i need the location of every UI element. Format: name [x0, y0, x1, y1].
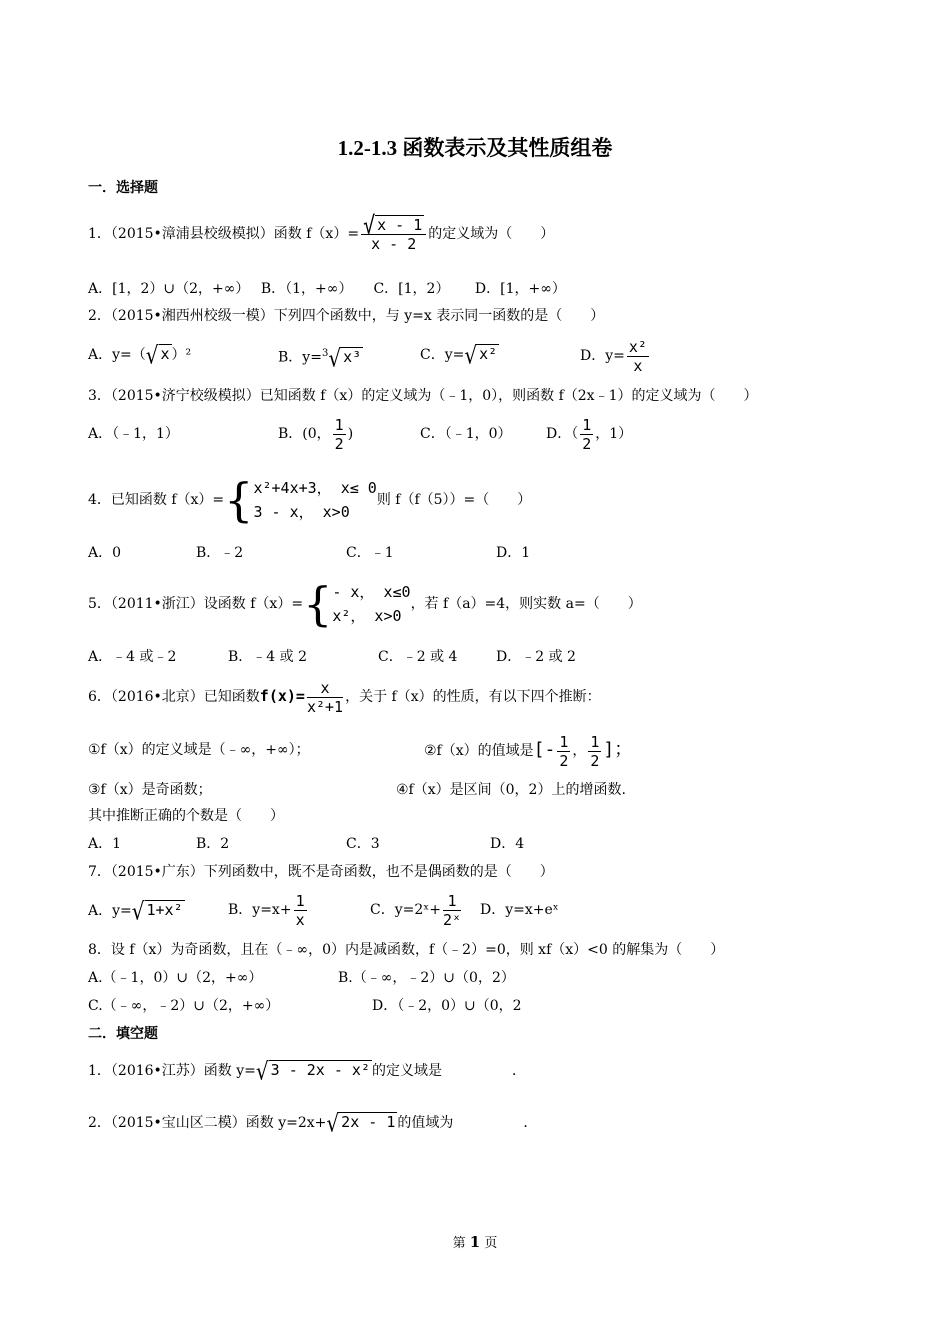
q7-option-b: B．y=x+ $\frac{1}{x}$ [228, 891, 305, 929]
q2-option-d: D．y= $\frac{\text{x²}}{x}$ [580, 337, 647, 375]
q1-fraction: $\frac{√ x - 1}{x - 2}$ [361, 215, 426, 254]
q5-option-a: A．﹣4 或﹣2 [88, 649, 177, 665]
q1-suffix: 的定义域为（ ） [428, 226, 555, 242]
q6-option-b: B．2 [196, 836, 230, 852]
q4-option-b: B．﹣2 [196, 545, 244, 561]
q7-option-d: D．y=x+eˣ [480, 902, 559, 918]
q7-stem: 7．（2015•广东）下列函数中，既不是奇函数，也不是偶函数的是（ ） [88, 864, 554, 880]
q6-option-d: D．4 [490, 836, 525, 852]
q3-option-c: C．（﹣1，0） [420, 426, 512, 442]
q1-options: A．[1，2）∪（2，+∞） B．（1，+∞） C．[1，2） D．[1，+∞） [88, 281, 566, 297]
q3-stem: 3．（2015•济宁校级模拟）已知函数 f（x）的定义域为（﹣1，0），则函数 f（2x﹣1）的定义域为（ ） [88, 388, 758, 404]
q4-option-d: D．1 [496, 545, 531, 561]
q1-numerator: x - 1 [377, 215, 423, 234]
q4-option-c: C．﹣1 [346, 545, 394, 561]
q2-stem: 2．（2015•湘西州校级一模）下列四个函数中，与 y=x 表示同一函数的是（ ） [88, 308, 605, 324]
q8-option-a: A.（﹣1，0）∪（2，+∞） [88, 970, 263, 986]
question-6: 6．（2016•北京）已知函数f(x)= $\frac{x}{\text{x²+1}}$ ，关于 f（x）的性质，有以下四个推断： [88, 678, 601, 716]
q5-option-c: C．﹣2 或 4 [378, 649, 458, 665]
question-1 [88, 210, 555, 254]
q1-prefix: 1．（2015•漳浦县校级模拟）函数 f（x）= [88, 226, 360, 242]
section-heading-fill: 二．填空题 [88, 1026, 158, 1042]
question-4: 4．已知函数 f（x）={ x²+4x+3， x≤ 0 3 - x， x>0 则 f（f（5））=（ ） [88, 473, 532, 527]
q6-option-a: A．1 [88, 836, 122, 852]
question-5: 5．（2011•浙江）设函数 f（x）={ - x， x≤0 x²， x>0 ，若 f（a）=4，则实数 a=（ ） [88, 577, 642, 631]
page-footer: 第 1 页 [452, 1233, 498, 1251]
q2-option-a: A．y=（√ x ）² [88, 340, 192, 370]
q8-stem: 8．设 f（x）为奇函数，且在（﹣∞，0）内是减函数，f（﹣2）=0，则 xf（x）<0 的解集为（ ） [88, 942, 725, 958]
fill-question-2: 2．（2015•宝山区二模）函数 y=2x+√ 2x - 1 的值域为 ． [88, 1108, 538, 1138]
q6-prop-3: ③f（x）是奇函数； [88, 782, 212, 798]
q3-option-b: B．(0， $\frac{1}{2}$ ) [278, 415, 354, 453]
q1-denominator: x - 2 [371, 235, 417, 254]
q6-ask: 其中推断正确的个数是（ ） [88, 808, 284, 824]
q6-option-c: C．3 [346, 836, 380, 852]
q6-prop-2: ②f（x）的值域是[- $\frac{1}{2}$ ， $\frac{1}{2}$ ]； [424, 732, 633, 770]
q2-option-c: C．y=√ x² [420, 340, 498, 370]
q5-option-d: D．﹣2 或 2 [496, 649, 576, 665]
fill-question-1: 1．（2016•江苏）函数 y=√ 3 - 2x - x² 的定义域是 ． [88, 1056, 526, 1086]
q6-prop-1: ①f（x）的定义域是（﹣∞，+∞）； [88, 742, 310, 758]
q8-option-b: B.（﹣∞，﹣2）∪（0，2） [338, 970, 515, 986]
q4-option-a: A．0 [88, 545, 122, 561]
q8-option-d: D．（﹣2，0）∪（0，2 [372, 998, 522, 1014]
q7-option-a: A．y=√ 1+x² [88, 896, 183, 926]
q3-option-d: D．（ $\frac{1}{2}$ ，1） [546, 415, 633, 453]
q8-option-c: C.（﹣∞，﹣2）∪（2，+∞） [88, 998, 280, 1014]
q5-piecewise: - x， x≤0 x²， x>0 [332, 583, 411, 625]
q7-option-c: C．y=2ˣ+ $\frac{1}{\text{2ˣ}}$ [370, 891, 461, 929]
q2-option-b: B．y=$^3$√ x³ [278, 343, 362, 373]
q3-option-a: A．（﹣1，1） [88, 426, 179, 442]
q6-prop-4: ④f（x）是区间（0，2）上的增函数. [396, 782, 626, 798]
q4-piecewise: x²+4x+3， x≤ 0 3 - x， x>0 [253, 479, 377, 521]
q5-option-b: B．﹣4 或 2 [228, 649, 308, 665]
section-heading-choice: 一．选择题 [88, 180, 158, 196]
page-title: 1.2-1.3 函数表示及其性质组卷 [337, 136, 613, 160]
